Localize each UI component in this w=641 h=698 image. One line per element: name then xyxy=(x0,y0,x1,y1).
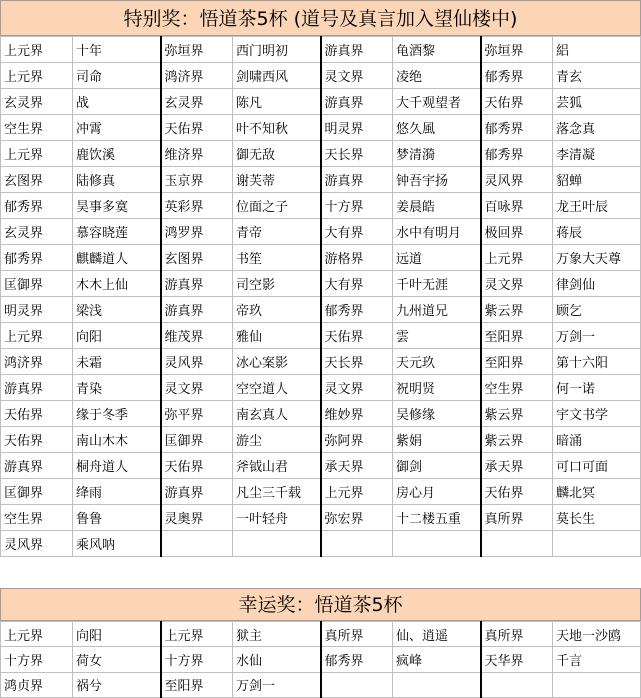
daoist-name-cell: 雲 xyxy=(393,323,481,349)
winner-row xyxy=(1,219,641,245)
daoist-name-cell: 吴修缘 xyxy=(393,401,481,427)
daoist-name-cell: 青染 xyxy=(73,375,161,401)
daoist-name-cell: 梦清漪 xyxy=(393,141,481,167)
daoist-name-cell: 梁浅 xyxy=(73,297,161,323)
daoist-name-cell: 慕容晓莲 xyxy=(73,219,161,245)
realm-cell: 十方界 xyxy=(161,647,233,672)
daoist-name-cell: 鲁鲁 xyxy=(73,505,161,531)
realm-cell: 上元界 xyxy=(321,479,393,505)
daoist-name-cell: 未霜 xyxy=(73,349,161,375)
realm-cell: 大有界 xyxy=(321,271,393,297)
daoist-name-cell: 千叶无涯 xyxy=(393,271,481,297)
daoist-name-cell: 昊事多寞 xyxy=(73,193,161,219)
realm-cell: 玄图界 xyxy=(1,167,73,193)
winner-row xyxy=(1,297,641,323)
realm-cell: 游真界 xyxy=(321,167,393,193)
realm-cell xyxy=(321,672,393,697)
daoist-name-cell: 落念真 xyxy=(553,115,641,141)
winner-row xyxy=(1,427,641,453)
winner-row xyxy=(1,115,641,141)
daoist-name-cell: 司空影 xyxy=(233,271,321,297)
realm-cell: 上元界 xyxy=(1,141,73,167)
daoist-name-cell: 麒麟道人 xyxy=(73,245,161,271)
daoist-name-cell: 祸兮 xyxy=(73,672,161,697)
daoist-name-cell: 帝玖 xyxy=(233,297,321,323)
realm-cell: 鸿罗界 xyxy=(161,219,233,245)
realm-cell: 郁秀界 xyxy=(481,63,553,89)
realm-cell xyxy=(161,531,233,557)
daoist-name-cell: 冲霄 xyxy=(73,115,161,141)
winner-row xyxy=(1,89,641,115)
realm-cell: 英彩界 xyxy=(161,193,233,219)
winner-row xyxy=(1,167,641,193)
realm-cell: 鸿济界 xyxy=(1,349,73,375)
realm-cell: 承天界 xyxy=(481,453,553,479)
realm-cell: 玄灵界 xyxy=(1,219,73,245)
lucky-prize-title: 幸运奖：悟道茶5杯 xyxy=(238,594,403,616)
daoist-name-cell: 可口可面 xyxy=(553,453,641,479)
daoist-name-cell: 天元玖 xyxy=(393,349,481,375)
daoist-name-cell: 远道 xyxy=(393,245,481,271)
realm-cell: 灵文界 xyxy=(161,375,233,401)
realm-cell: 承天界 xyxy=(321,453,393,479)
realm-cell: 游真界 xyxy=(161,479,233,505)
realm-cell: 弥垣界 xyxy=(161,37,233,63)
winner-row xyxy=(1,63,641,89)
daoist-name-cell: 谢芙蒂 xyxy=(233,167,321,193)
realm-cell: 郁秀界 xyxy=(481,115,553,141)
realm-cell: 灵文界 xyxy=(321,63,393,89)
realm-cell: 灵风界 xyxy=(481,167,553,193)
realm-cell: 至阳界 xyxy=(481,323,553,349)
daoist-name-cell: 万剑一 xyxy=(553,323,641,349)
realm-cell: 空生界 xyxy=(1,505,73,531)
realm-cell: 上元界 xyxy=(1,37,73,63)
winner-row xyxy=(1,375,641,401)
daoist-name-cell: 陈凡 xyxy=(233,89,321,115)
daoist-name-cell: 叶不知秋 xyxy=(233,115,321,141)
daoist-name-cell: 貂蝉 xyxy=(553,167,641,193)
daoist-name-cell: 凌绝 xyxy=(393,63,481,89)
daoist-name-cell: 钟吾宇扬 xyxy=(393,167,481,193)
daoist-name-cell: 冰心案影 xyxy=(233,349,321,375)
realm-cell: 游真界 xyxy=(321,37,393,63)
winner-row xyxy=(1,453,641,479)
realm-cell: 百咏界 xyxy=(481,193,553,219)
realm-cell: 灵奥界 xyxy=(161,505,233,531)
realm-cell: 空生界 xyxy=(1,115,73,141)
realm-cell xyxy=(321,531,393,557)
realm-cell: 空生界 xyxy=(481,375,553,401)
realm-cell: 弥垣界 xyxy=(481,37,553,63)
daoist-name-cell: 李清凝 xyxy=(553,141,641,167)
daoist-name-cell: 南玄真人 xyxy=(233,401,321,427)
realm-cell: 维妙界 xyxy=(321,401,393,427)
daoist-name-cell: 芸狐 xyxy=(553,89,641,115)
realm-cell xyxy=(481,672,553,697)
daoist-name-cell xyxy=(233,531,321,557)
daoist-name-cell: 西门明初 xyxy=(233,37,321,63)
realm-cell: 真所界 xyxy=(481,622,553,647)
realm-cell: 紫云界 xyxy=(481,427,553,453)
realm-cell: 天长界 xyxy=(321,349,393,375)
special-prize-banner xyxy=(0,0,641,36)
realm-cell: 明灵界 xyxy=(321,115,393,141)
realm-cell: 大有界 xyxy=(321,219,393,245)
realm-cell: 上元界 xyxy=(481,245,553,271)
daoist-name-cell: 青玄 xyxy=(553,63,641,89)
realm-cell: 鸿贞界 xyxy=(1,672,73,697)
daoist-name-cell: 九州道兄 xyxy=(393,297,481,323)
daoist-name-cell: 大千观望者 xyxy=(393,89,481,115)
daoist-name-cell: 水中有明月 xyxy=(393,219,481,245)
realm-cell: 玄图界 xyxy=(161,245,233,271)
realm-cell: 上元界 xyxy=(1,622,73,647)
daoist-name-cell: 书笙 xyxy=(233,245,321,271)
daoist-name-cell: 千言 xyxy=(553,647,641,672)
lucky-prize-table xyxy=(0,621,641,698)
daoist-name-cell: 莫长生 xyxy=(553,505,641,531)
daoist-name-cell: 十二楼五重 xyxy=(393,505,481,531)
realm-cell: 至阳界 xyxy=(161,672,233,697)
daoist-name-cell: 悠久風 xyxy=(393,115,481,141)
winner-row xyxy=(1,479,641,505)
special-prize-table xyxy=(0,36,641,557)
realm-cell xyxy=(481,531,553,557)
realm-cell: 游格界 xyxy=(321,245,393,271)
daoist-name-cell: 万象大天尊 xyxy=(553,245,641,271)
realm-cell: 至阳界 xyxy=(481,349,553,375)
winner-row xyxy=(1,193,641,219)
realm-cell: 游真界 xyxy=(1,453,73,479)
daoist-name-cell: 位面之子 xyxy=(233,193,321,219)
daoist-name-cell xyxy=(553,672,641,697)
daoist-name-cell: 剑啸西风 xyxy=(233,63,321,89)
daoist-name-cell: 雅仙 xyxy=(233,323,321,349)
daoist-name-cell: 荷女 xyxy=(73,647,161,672)
winner-row xyxy=(1,323,641,349)
daoist-name-cell: 斧钺山君 xyxy=(233,453,321,479)
realm-cell: 灵文界 xyxy=(321,375,393,401)
realm-cell: 玄灵界 xyxy=(161,89,233,115)
daoist-name-cell: 疯峰 xyxy=(393,647,481,672)
realm-cell: 灵文界 xyxy=(481,271,553,297)
realm-cell: 明灵界 xyxy=(1,297,73,323)
daoist-name-cell: 何一诺 xyxy=(553,375,641,401)
realm-cell: 郁秀界 xyxy=(321,297,393,323)
daoist-name-cell: 龟酒黎 xyxy=(393,37,481,63)
daoist-name-cell: 绛雨 xyxy=(73,479,161,505)
daoist-name-cell: 律剑仙 xyxy=(553,271,641,297)
daoist-name-cell: 蒋辰 xyxy=(553,219,641,245)
daoist-name-cell xyxy=(393,531,481,557)
winner-row xyxy=(1,647,641,672)
realm-cell: 天华界 xyxy=(481,647,553,672)
realm-cell: 游真界 xyxy=(161,271,233,297)
daoist-name-cell: 絽 xyxy=(553,37,641,63)
daoist-name-cell: 鹿饮溪 xyxy=(73,141,161,167)
realm-cell: 天佑界 xyxy=(1,427,73,453)
daoist-name-cell: 第十六阳 xyxy=(553,349,641,375)
daoist-name-cell: 宇文书学 xyxy=(553,401,641,427)
realm-cell: 灵风界 xyxy=(1,531,73,557)
winner-row xyxy=(1,245,641,271)
daoist-name-cell: 姜晨皓 xyxy=(393,193,481,219)
realm-cell: 玄灵界 xyxy=(1,89,73,115)
daoist-name-cell: 木木上仙 xyxy=(73,271,161,297)
realm-cell: 真所界 xyxy=(481,505,553,531)
special-prize-title: 特别奖：悟道茶5杯 (道号及真言加入望仙楼中) xyxy=(123,8,518,30)
realm-cell: 天佑界 xyxy=(481,479,553,505)
realm-cell: 上元界 xyxy=(1,323,73,349)
daoist-name-cell: 司命 xyxy=(73,63,161,89)
realm-cell: 十方界 xyxy=(1,647,73,672)
daoist-name-cell: 游尘 xyxy=(233,427,321,453)
winner-row xyxy=(1,37,641,63)
winner-row xyxy=(1,141,641,167)
realm-cell: 天佑界 xyxy=(161,453,233,479)
winner-row xyxy=(1,349,641,375)
realm-cell: 弥平界 xyxy=(161,401,233,427)
daoist-name-cell: 一叶轻舟 xyxy=(233,505,321,531)
daoist-name-cell: 战 xyxy=(73,89,161,115)
realm-cell: 游真界 xyxy=(1,375,73,401)
daoist-name-cell xyxy=(393,672,481,697)
daoist-name-cell: 向阳 xyxy=(73,622,161,647)
realm-cell: 郁秀界 xyxy=(481,141,553,167)
daoist-name-cell: 水仙 xyxy=(233,647,321,672)
daoist-name-cell: 狱主 xyxy=(233,622,321,647)
realm-cell: 维茂界 xyxy=(161,323,233,349)
winner-row xyxy=(1,531,641,557)
daoist-name-cell: 御无敌 xyxy=(233,141,321,167)
realm-cell: 十方界 xyxy=(321,193,393,219)
daoist-name-cell: 青帝 xyxy=(233,219,321,245)
winner-row xyxy=(1,401,641,427)
daoist-name-cell: 暗涌 xyxy=(553,427,641,453)
winner-row xyxy=(1,672,641,697)
daoist-name-cell: 紫娟 xyxy=(393,427,481,453)
daoist-name-cell: 陆修真 xyxy=(73,167,161,193)
realm-cell: 游真界 xyxy=(321,89,393,115)
daoist-name-cell: 顾乞 xyxy=(553,297,641,323)
realm-cell: 紫云界 xyxy=(481,401,553,427)
realm-cell: 天佑界 xyxy=(161,115,233,141)
realm-cell: 维济界 xyxy=(161,141,233,167)
realm-cell: 天佑界 xyxy=(481,89,553,115)
realm-cell: 玉京界 xyxy=(161,167,233,193)
realm-cell: 上元界 xyxy=(161,622,233,647)
daoist-name-cell: 仙、逍遥 xyxy=(393,622,481,647)
lucky-prize-banner xyxy=(0,588,641,621)
realm-cell: 游真界 xyxy=(161,297,233,323)
daoist-name-cell: 祝明贤 xyxy=(393,375,481,401)
daoist-name-cell: 万剑一 xyxy=(233,672,321,697)
daoist-name-cell: 天地一沙鸥 xyxy=(553,622,641,647)
realm-cell: 弥宏界 xyxy=(321,505,393,531)
daoist-name-cell: 桐舟道人 xyxy=(73,453,161,479)
realm-cell: 灵风界 xyxy=(161,349,233,375)
realm-cell: 郁秀界 xyxy=(1,193,73,219)
winner-row xyxy=(1,271,641,297)
realm-cell: 天长界 xyxy=(321,141,393,167)
daoist-name-cell: 空空道人 xyxy=(233,375,321,401)
daoist-name-cell: 御剑 xyxy=(393,453,481,479)
daoist-name-cell: 龙王叶辰 xyxy=(553,193,641,219)
realm-cell: 匡御界 xyxy=(161,427,233,453)
realm-cell: 天佑界 xyxy=(321,323,393,349)
winner-row xyxy=(1,505,641,531)
realm-cell: 郁秀界 xyxy=(321,647,393,672)
daoist-name-cell: 十年 xyxy=(73,37,161,63)
realm-cell: 上元界 xyxy=(1,63,73,89)
daoist-name-cell xyxy=(553,531,641,557)
daoist-name-cell: 房心月 xyxy=(393,479,481,505)
realm-cell: 紫云界 xyxy=(481,297,553,323)
daoist-name-cell: 缘于冬季 xyxy=(73,401,161,427)
winner-row xyxy=(1,622,641,647)
daoist-name-cell: 向阳 xyxy=(73,323,161,349)
realm-cell: 真所界 xyxy=(321,622,393,647)
daoist-name-cell: 乘风呐 xyxy=(73,531,161,557)
daoist-name-cell: 麟北冥 xyxy=(553,479,641,505)
daoist-name-cell: 南山木木 xyxy=(73,427,161,453)
realm-cell: 天佑界 xyxy=(1,401,73,427)
realm-cell: 郁秀界 xyxy=(1,245,73,271)
daoist-name-cell: 凡尘三千载 xyxy=(233,479,321,505)
realm-cell: 弥阿界 xyxy=(321,427,393,453)
realm-cell: 匡御界 xyxy=(1,479,73,505)
realm-cell: 鸿济界 xyxy=(161,63,233,89)
realm-cell: 匡御界 xyxy=(1,271,73,297)
realm-cell: 极回界 xyxy=(481,219,553,245)
